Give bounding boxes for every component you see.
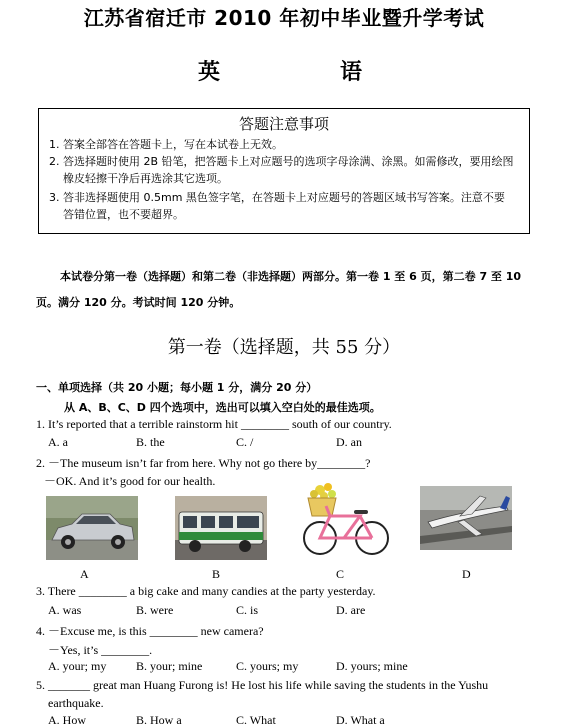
notice-title: 答题注意事项 xyxy=(238,115,329,133)
notice-item-number: 1. xyxy=(49,138,60,151)
q3-option-a: A. was xyxy=(48,603,82,617)
notice-item-text: 答案全部答在答题卡上，写在本试卷上无效。 xyxy=(63,138,283,151)
image-caption-c: C xyxy=(336,567,345,581)
car-image xyxy=(46,496,138,560)
question-2-stem: 2. －The museum isn’t far from here. Why not go there by________? xyxy=(36,456,371,470)
q4-option-d: D. yours; mine xyxy=(336,659,408,673)
question-5-continuation: earthquake. xyxy=(48,696,104,710)
q1-option-c: C. / xyxy=(236,435,254,449)
question-1-stem: 1. It’s reported that a terrible rainstorm hit ________ south of our country. xyxy=(36,417,392,431)
notice-item-text: 答选择题时使用 2B 铅笔，把答题卡上对应题号的选项字母涂满、涂黑。如需修改，要用绘图橡皮轻擦干净后再选涂其它选项。 xyxy=(63,155,514,185)
q1-option-d: D. an xyxy=(336,435,362,449)
q4-option-c: C. yours; my xyxy=(236,659,299,673)
question-4-stem: 4. －Excuse me, is this ________ new camera? xyxy=(36,624,264,638)
question-4-reply: －Yes, it’s ________. xyxy=(48,643,153,657)
image-caption-a: A xyxy=(80,567,89,581)
q3-option-b: B. were xyxy=(136,603,174,617)
notice-item-3 xyxy=(49,189,519,223)
q1-option-b: B. the xyxy=(136,435,165,449)
notice-item-2 xyxy=(49,153,519,187)
q3-option-c: C. is xyxy=(236,603,259,617)
notice-item-1 xyxy=(49,136,519,153)
question-2-reply: －OK. And it’s good for our health. xyxy=(44,474,216,488)
q5-option-a: A. How xyxy=(48,713,86,727)
subject-char-2: 语 xyxy=(340,60,363,85)
q1-option-a: A. a xyxy=(48,435,68,449)
section-title: 一、单项选择（共 20 小题；每小题 1 分，满分 20 分） xyxy=(36,381,318,394)
section-instruction: 从 A、B、C、D 四个选项中，选出可以填入空白处的最佳选项。 xyxy=(64,401,381,414)
image-caption-b: B xyxy=(212,567,221,581)
bus-image xyxy=(175,496,267,560)
q5-option-b: B. How a xyxy=(136,713,182,727)
question-5-stem: 5. _______ great man Huang Furong is! He lost his life while saving the students in the Yushu xyxy=(36,678,489,692)
notice-box xyxy=(38,108,530,234)
q4-option-a: A. your; my xyxy=(48,659,107,673)
q5-option-c: C. What xyxy=(236,713,276,727)
airplane-image xyxy=(420,486,512,550)
notice-item-text: 答非选择题使用 0.5mm 黑色签字笔，在答题卡上对应题号的答题区域书写答案。注意不要答错位置，也不要超界。 xyxy=(63,191,505,221)
subject-char-1: 英 xyxy=(198,60,221,85)
notice-item-number: 2. xyxy=(49,155,60,168)
notice-item-number: 3. xyxy=(49,191,60,204)
image-caption-d: D xyxy=(462,567,471,581)
q3-option-d: D. are xyxy=(336,603,366,617)
exam-title: 江苏省宿迁市 2010 年初中毕业暨升学考试 xyxy=(83,6,485,30)
exam-intro: 本试卷分第一卷（选择题）和第二卷（非选择题）两部分。第一卷 1 至 6 页，第二卷 7 至 10 页。满分 120 分。考试时间 120 分钟。 xyxy=(36,270,522,309)
bicycle-image xyxy=(300,482,392,558)
question-3-stem: 3. There ________ a big cake and many candies at the party yesterday. xyxy=(36,584,376,598)
q4-option-b: B. your; mine xyxy=(136,659,203,673)
part-one-title: 第一卷（选择题，共 55 分） xyxy=(167,337,401,358)
q5-option-d: D. What a xyxy=(336,713,385,727)
